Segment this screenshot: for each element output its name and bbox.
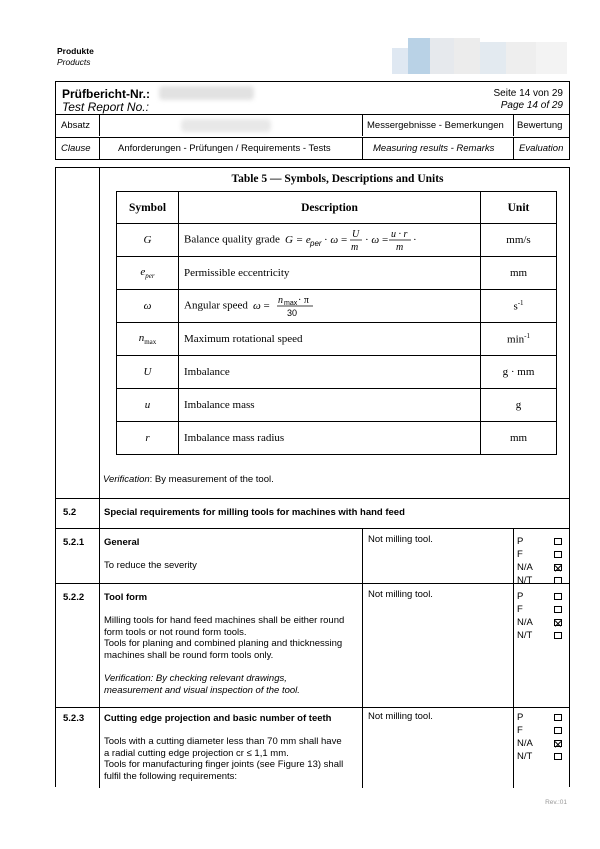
- clause-5-2-3-body-1: Tools with a cutting diameter less than 70 mm shall have a radial cutting edge projection cr ≤ 1,1 mm.: [104, 736, 342, 759]
- svg-text:· ω =: · ω =: [364, 234, 388, 246]
- clause-5-2-1-result: Not milling tool.: [368, 534, 433, 545]
- symbol-cell: U: [117, 356, 179, 389]
- clause-5-2-1-body: To reduce the severity: [104, 560, 197, 571]
- unit-cell: mm: [481, 257, 557, 290]
- description-cell: Permissible eccentricity: [179, 257, 481, 290]
- header-symbol: Symbol: [117, 192, 179, 224]
- table5-title: Table 5 — Symbols, Descriptions and Units: [231, 173, 444, 185]
- header-description: Description: [179, 192, 481, 224]
- verdict-nt: N/T: [517, 751, 533, 762]
- svg-text:·: ·: [412, 234, 417, 246]
- symbols-table-header: [117, 192, 557, 224]
- verdict-labels-5-2-2: [517, 590, 533, 642]
- verdict-nt: N/T: [517, 630, 533, 641]
- verdict-p: P: [517, 591, 524, 602]
- svg-text:· ω =: · ω =: [323, 234, 347, 246]
- clause-5-2-2-row: [56, 584, 569, 708]
- clause-5-2-1-row: [56, 529, 569, 584]
- clause-5-2-3-result: Not milling tool.: [368, 711, 433, 722]
- verdict-f: F: [517, 604, 523, 615]
- clause-5-2-2-result: Not milling tool.: [368, 589, 433, 600]
- verdict-na: N/A: [517, 738, 533, 749]
- clause-5-2-2-verification: Verification: By checking relevant drawings, measurement and visual inspection of the tool.: [104, 673, 300, 696]
- clause-5-2-3-row: [56, 708, 569, 788]
- svg-text:G = e: G = e: [284, 234, 311, 246]
- verdict-na: N/A: [517, 562, 533, 573]
- symbol-cell: u: [117, 389, 179, 422]
- svg-text:U: U: [351, 229, 359, 240]
- clause-5-2-1-title: General: [104, 537, 140, 548]
- unit-cell: $s^{-1}$: [481, 290, 557, 323]
- svg-text:per: per: [309, 239, 322, 248]
- symbol-cell: $e_{per}$: [117, 257, 179, 290]
- page-number-en: Page 14 of 29: [500, 100, 563, 111]
- symbol-cell: ω: [117, 290, 179, 323]
- verdict-labels-5-2-1: [517, 535, 533, 587]
- verdict-boxes-5-2-3: [554, 711, 562, 763]
- description-cell: Imbalance mass: [179, 389, 481, 422]
- description-cell: Imbalance: [179, 356, 481, 389]
- svg-text:ω =: ω =: [252, 300, 270, 312]
- clause-5-2-2-body-2: Tools for planing and combined planing and thicknessing machines shall be round form tools only.: [104, 638, 343, 661]
- brand-line-2: Products: [57, 57, 91, 67]
- table-row: [117, 224, 557, 257]
- report-number-label-de: Prüfbericht-Nr.:: [62, 87, 151, 101]
- verdict-na: N/A: [517, 617, 533, 628]
- col-eval-de: Bewertung: [517, 120, 563, 131]
- report-header: [55, 81, 570, 160]
- clause-5-2-2-body-1: Milling tools for hand feed machines shall be either round form tools or not round form tools.: [104, 615, 345, 638]
- unit-cell: mm: [481, 422, 557, 455]
- checkbox-nt[interactable]: [554, 632, 562, 640]
- verdict-labels-5-2-3: [517, 711, 533, 763]
- description-cell: Imbalance mass radius: [179, 422, 481, 455]
- symbol-cell: G: [117, 224, 179, 257]
- verification-text: : By measurement of the tool.: [149, 474, 274, 485]
- table-row: [117, 422, 557, 455]
- clause-5-2-row: [56, 499, 569, 529]
- table-row: [117, 389, 557, 422]
- col-results-de: Messergebnisse - Bemerkungen: [367, 120, 504, 131]
- column-header-en: [56, 137, 569, 159]
- unit-cell: mm/s: [481, 224, 557, 257]
- symbol-cell: $n_{max}$: [117, 323, 179, 356]
- verdict-p: P: [517, 536, 524, 547]
- verdict-p: P: [517, 712, 524, 723]
- formula-balance-grade: [283, 229, 423, 251]
- redacted-logo: [392, 38, 567, 74]
- brand-line-1: Produkte: [57, 46, 94, 56]
- verdict-boxes-5-2-2: [554, 590, 562, 642]
- clause-5-2-1-number: 5.2.1: [63, 537, 85, 548]
- svg-text:30: 30: [286, 308, 297, 318]
- description-cell: Maximum rotational speed: [179, 323, 481, 356]
- clause-5-2-3-title: Cutting edge projection and basic number of teeth: [104, 713, 332, 724]
- svg-text:m: m: [350, 242, 358, 251]
- svg-text:max: max: [283, 300, 297, 307]
- verdict-f: F: [517, 725, 523, 736]
- checkbox-na-checked[interactable]: [554, 564, 562, 572]
- table-row: [117, 290, 557, 323]
- checkbox-na-checked[interactable]: [554, 740, 562, 748]
- table-row: [117, 257, 557, 290]
- clause-5-2-3-body-2: Tools for manufacturing finger joints (see Figure 13) shall fulfil the following requirements:: [104, 759, 344, 782]
- header-unit: Unit: [481, 192, 557, 224]
- svg-text:· π: · π: [297, 295, 309, 306]
- verdict-boxes-5-2-1: [554, 535, 562, 587]
- description-cell: Balance quality grade G = e per · ω = U m · ω = u · r m ·: [179, 224, 481, 257]
- clause-5-2-number: 5.2: [63, 507, 77, 518]
- table-row: [117, 356, 557, 389]
- description-cell: Angular speed ω = n max · π 30: [179, 290, 481, 323]
- verdict-nt: N/T: [517, 575, 533, 586]
- clause-5-2-2-number: 5.2.2: [63, 592, 85, 603]
- revision-label: Rev.:01: [545, 799, 567, 806]
- checkbox-f[interactable]: [554, 606, 562, 614]
- table-row: [117, 323, 557, 356]
- checkbox-na-checked[interactable]: [554, 619, 562, 627]
- col-clause: Clause: [61, 143, 91, 154]
- checkbox-nt[interactable]: [554, 753, 562, 761]
- svg-text:m: m: [395, 242, 403, 251]
- col-eval-en: Evaluation: [519, 143, 564, 154]
- clause-5-2-title: Special requirements for milling tools for machines with hand feed: [104, 507, 405, 518]
- page-number-de: Seite 14 von 29: [493, 88, 563, 99]
- checkbox-p[interactable]: [554, 593, 562, 601]
- verification-label: Verification: [103, 474, 150, 485]
- clause-5-2-2-title: Tool form: [104, 592, 148, 603]
- checkbox-p[interactable]: [554, 714, 562, 722]
- col-results-en: Measuring results - Remarks: [373, 143, 495, 154]
- formula-angular-speed: [251, 294, 341, 318]
- redacted-report-number: [159, 86, 254, 100]
- brand-block: [57, 46, 94, 68]
- redacted-field: [181, 119, 271, 132]
- checkbox-f[interactable]: [554, 727, 562, 735]
- svg-text:n: n: [277, 295, 283, 306]
- checkbox-p[interactable]: [554, 538, 562, 546]
- clause-5-2-3-number: 5.2.3: [63, 713, 85, 724]
- verdict-f: F: [517, 549, 523, 560]
- unit-cell: g · mm: [481, 356, 557, 389]
- col-absatz: Absatz: [61, 120, 91, 131]
- symbol-cell: r: [117, 422, 179, 455]
- verification-line: [103, 474, 274, 485]
- unit-cell: $\min^{-1}$: [481, 323, 557, 356]
- unit-cell: g: [481, 389, 557, 422]
- checkbox-f[interactable]: [554, 551, 562, 559]
- svg-text:u · r: u · r: [390, 229, 408, 240]
- report-number-label-en: Test Report No.:: [62, 100, 149, 114]
- symbols-table: [116, 191, 557, 455]
- report-title-row: [56, 82, 569, 115]
- col-requirements: Anforderungen - Prüfungen / Requirements - Tests: [118, 143, 331, 154]
- column-header-de: [56, 115, 569, 137]
